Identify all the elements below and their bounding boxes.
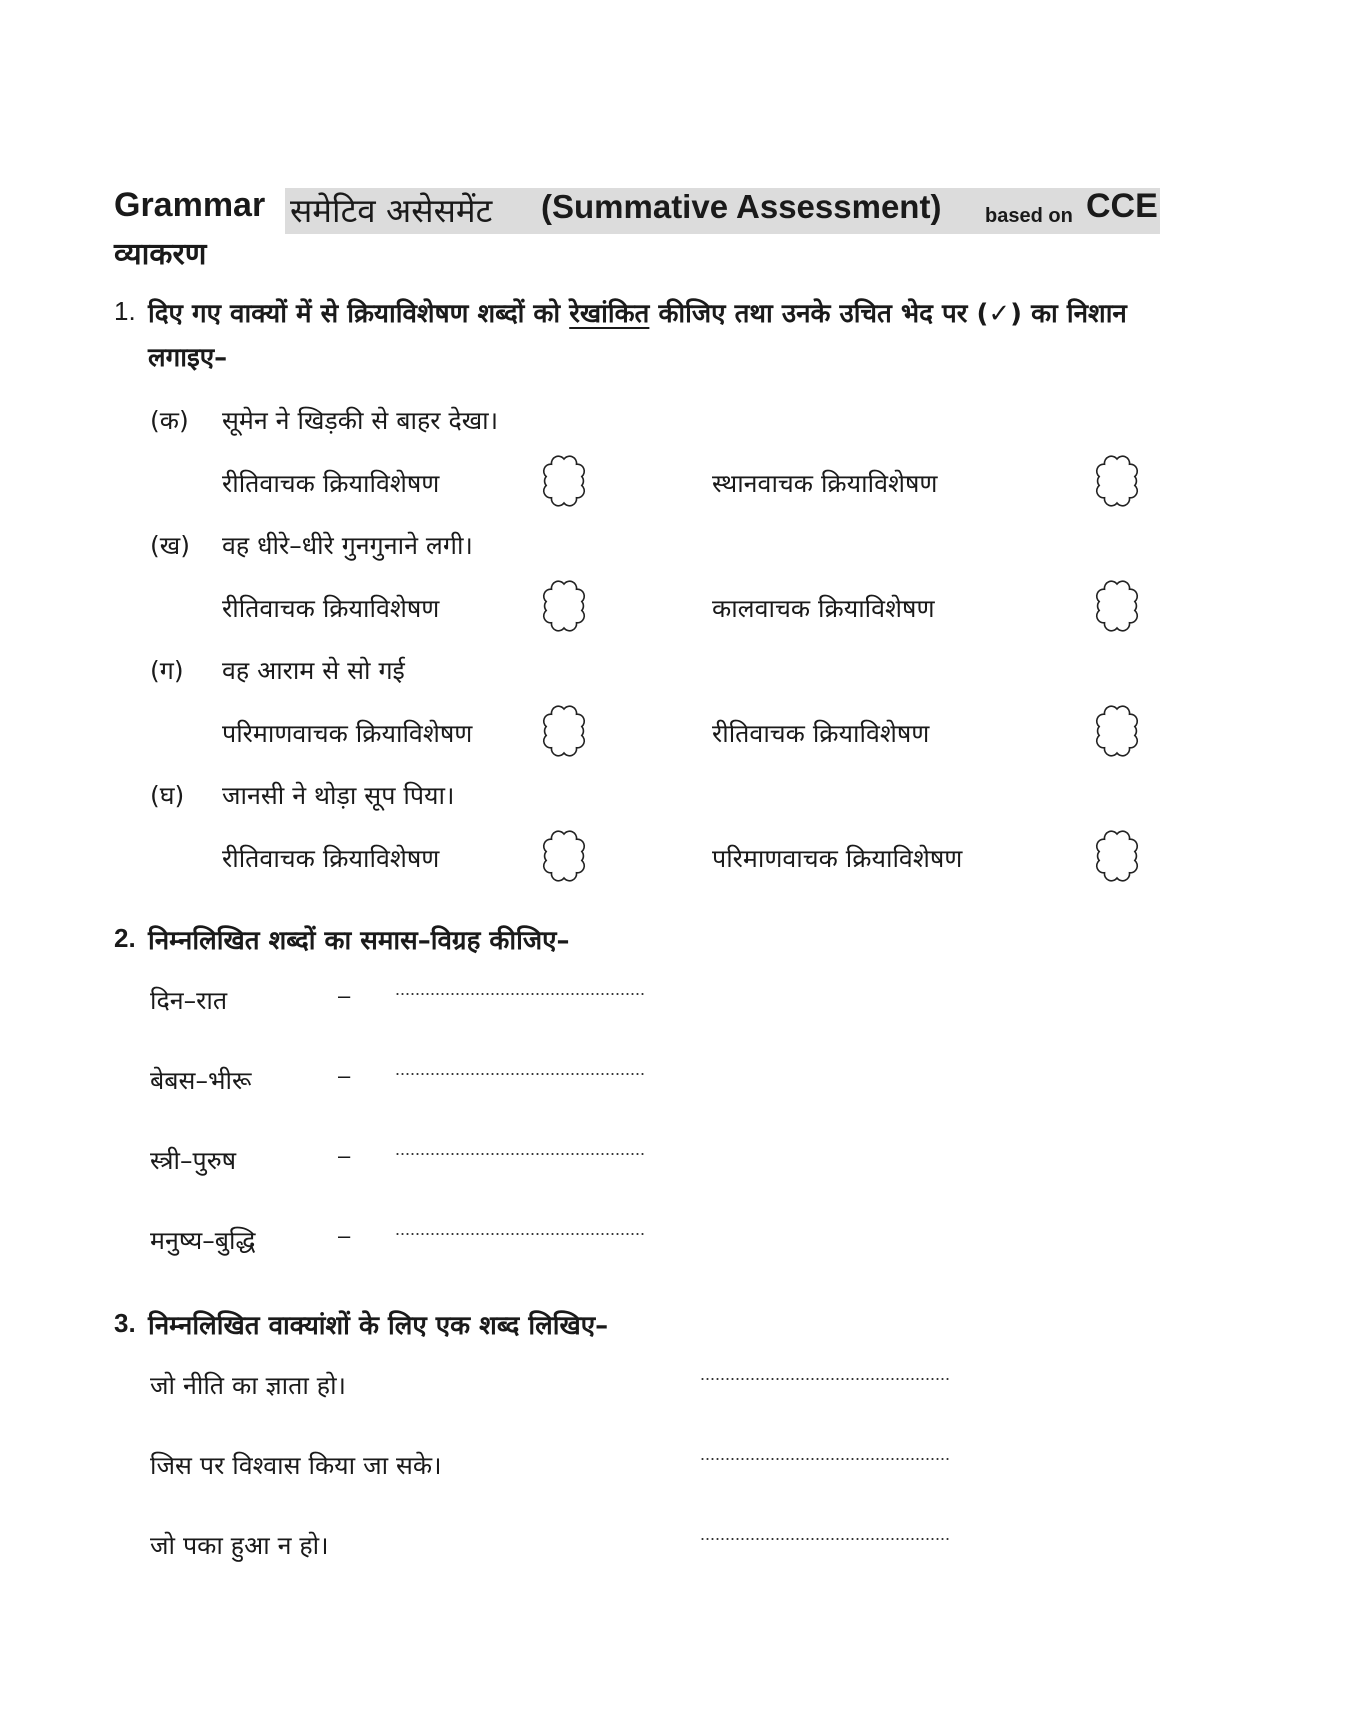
q2-answer-blank[interactable] xyxy=(395,1073,645,1075)
answer-circle-icon[interactable] xyxy=(1091,830,1143,882)
q2-term: दिन–रात xyxy=(150,986,228,1015)
answer-circle-icon[interactable] xyxy=(1091,705,1143,757)
q1-text-part1: दिए गए वाक्यों में से क्रियाविशेषण शब्दों को xyxy=(148,299,561,329)
q1-option-a: रीतिवाचक क्रियाविशेषण xyxy=(222,469,440,498)
q2-answer-blank[interactable] xyxy=(395,993,645,995)
q2-separator: – xyxy=(338,1063,351,1088)
checkmark-icon: ✓ xyxy=(988,299,1011,329)
q2-separator: – xyxy=(338,1143,351,1168)
q1-item-label: (ग) xyxy=(150,656,184,685)
q1-instruction-line2: लगाइए– xyxy=(148,343,228,373)
q1-item-sentence: वह आराम से सो गई xyxy=(222,656,405,685)
q1-option-b: रीतिवाचक क्रियाविशेषण xyxy=(712,719,930,748)
q1-underlined-word: रेखांकित xyxy=(569,299,650,329)
answer-circle-icon[interactable] xyxy=(538,830,590,882)
q3-phrase: जिस पर विश्वास किया जा सके। xyxy=(150,1451,442,1480)
q1-option-a: परिमाणवाचक क्रियाविशेषण xyxy=(222,719,473,748)
q2-answer-blank[interactable] xyxy=(395,1233,645,1235)
q1-text-part3: ) का निशान xyxy=(1010,299,1127,329)
q1-item-label: (ख) xyxy=(150,531,190,560)
answer-circle-icon[interactable] xyxy=(538,455,590,507)
q1-instruction xyxy=(148,294,1127,330)
q2-answer-blank[interactable] xyxy=(395,1153,645,1155)
q2-term: मनुष्य–बुद्धि xyxy=(150,1226,256,1255)
answer-circle-icon[interactable] xyxy=(538,580,590,632)
q1-option-b: परिमाणवाचक क्रियाविशेषण xyxy=(712,844,963,873)
q1-item-label: (घ) xyxy=(150,781,185,810)
q1-number: 1. xyxy=(114,296,136,326)
title-hindi: समेटिव असेसमेंट xyxy=(290,191,493,230)
cce-label: CCE xyxy=(1086,187,1158,225)
q2-term: बेबस–भीरू xyxy=(150,1066,252,1095)
q1-item-sentence: वह धीरे–धीरे गुनगुनाने लगी। xyxy=(222,531,473,560)
answer-circle-icon[interactable] xyxy=(538,705,590,757)
q2-separator: – xyxy=(338,983,351,1008)
subject-hindi: व्याकरण xyxy=(114,237,207,272)
q2-term: स्त्री–पुरुष xyxy=(150,1146,237,1175)
q2-instruction: निम्नलिखित शब्दों का समास–विग्रह कीजिए– xyxy=(148,926,570,956)
based-on-label: based on xyxy=(985,205,1073,227)
q2-separator: – xyxy=(338,1223,351,1248)
q1-item-sentence: सूमेन ने खिड़की से बाहर देखा। xyxy=(222,406,499,435)
answer-circle-icon[interactable] xyxy=(1091,455,1143,507)
q3-phrase: जो नीति का ज्ञाता हो। xyxy=(150,1371,347,1400)
q1-text-part2: कीजिए तथा उनके उचित भेद पर ( xyxy=(658,299,989,329)
answer-circle-icon[interactable] xyxy=(1091,580,1143,632)
title-english: (Summative Assessment) xyxy=(541,188,942,225)
q3-answer-blank[interactable] xyxy=(700,1538,950,1540)
q1-item-label: (क) xyxy=(150,406,189,435)
q3-phrase: जो पका हुआ न हो। xyxy=(150,1531,329,1560)
q2-number: 2. xyxy=(114,923,136,953)
q3-number: 3. xyxy=(114,1308,136,1338)
q3-answer-blank[interactable] xyxy=(700,1378,950,1380)
q1-item-sentence: जानसी ने थोड़ा सूप पिया। xyxy=(222,781,455,810)
q1-option-b: कालवाचक क्रियाविशेषण xyxy=(712,594,935,623)
q1-option-a: रीतिवाचक क्रियाविशेषण xyxy=(222,844,440,873)
q3-answer-blank[interactable] xyxy=(700,1458,950,1460)
subject-english: Grammar xyxy=(114,186,266,224)
q1-option-b: स्थानवाचक क्रियाविशेषण xyxy=(712,469,938,498)
q3-instruction: निम्नलिखित वाक्यांशों के लिए एक शब्द लिखिए– xyxy=(148,1311,609,1341)
q1-option-a: रीतिवाचक क्रियाविशेषण xyxy=(222,594,440,623)
